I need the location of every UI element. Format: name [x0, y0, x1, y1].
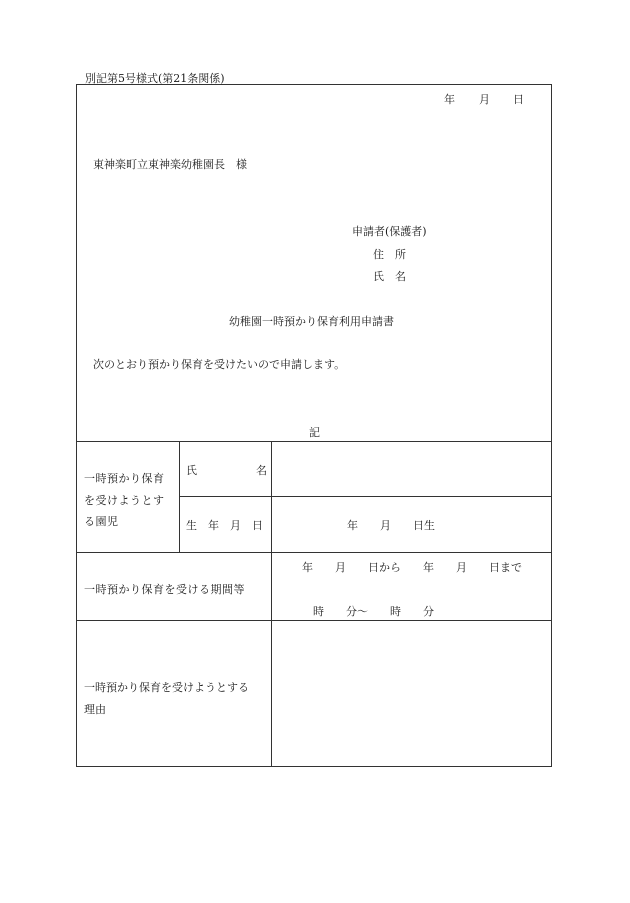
addressee: 東神楽町立東神楽幼稚園長 様: [93, 158, 247, 171]
form-label: 別記第5号様式(第21条関係): [85, 72, 225, 85]
date-day-label: 日: [513, 93, 524, 106]
date-year-label: 年: [444, 93, 455, 106]
document-title: 幼稚園一時預かり保育利用申請書: [229, 315, 394, 328]
reason-header-line2: 理由: [84, 703, 106, 716]
child-dob-value: 年 月 日生: [347, 519, 435, 532]
table-top-rule: [76, 441, 552, 442]
child-name-label-2: 名: [256, 464, 267, 477]
child-dob-label: 生 年 月 日: [186, 519, 263, 532]
col-divider-main: [271, 441, 272, 767]
body-text: 次のとおり預かり保育を受けたいので申請します。: [93, 358, 346, 371]
child-header-line3: る園児: [84, 515, 119, 528]
reason-header-line1: 一時預かり保育を受けようとする: [84, 681, 249, 694]
child-header-line1: 一時預かり保育: [84, 472, 165, 485]
col-divider-child: [179, 441, 180, 552]
period-header: 一時預かり保育を受ける期間等: [84, 583, 245, 596]
date-month-label: 月: [479, 93, 490, 106]
applicant-name-label: 氏 名: [373, 270, 406, 283]
applicant-address-label: 住 所: [373, 248, 406, 261]
row-divider-child: [179, 496, 552, 497]
ki-label: 記: [309, 426, 320, 439]
child-name-label-1: 氏: [186, 464, 197, 477]
row-divider-period: [76, 552, 552, 553]
row-divider-reason: [76, 620, 552, 621]
applicant-label: 申請者(保護者): [352, 225, 427, 238]
period-date-range: 年 月 日から 年 月 日まで: [302, 561, 522, 574]
child-header-line2: を受けようとす: [84, 494, 165, 507]
period-time-range: 時 分～ 時 分: [313, 605, 434, 618]
